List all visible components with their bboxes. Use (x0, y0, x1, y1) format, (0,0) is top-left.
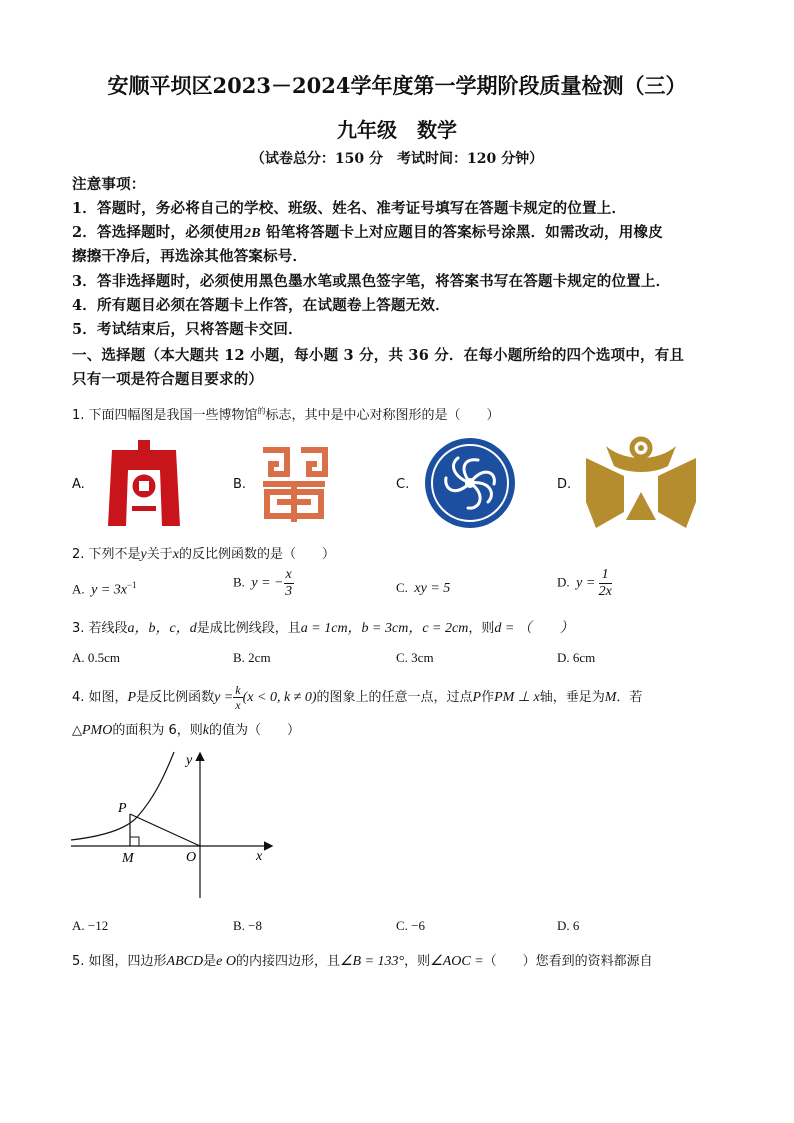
q4-stem-c: 的图象上的任意一点，过点 (316, 690, 473, 705)
q4-line2-b: 的面积为 6，则 (112, 723, 203, 738)
note-4: 4．所有题目必须在答题卡上作答，在试题卷上答题无效． (72, 297, 450, 314)
note-2-b: 铅笔将答题卡上对应题目的答案标号涂黑．如需改动，用橡皮 (260, 224, 663, 241)
q2-b-frac (284, 568, 294, 599)
q2-option-a (72, 580, 137, 598)
q3-option-b: B. 2cm (233, 650, 271, 665)
q2-d-den: 2x (598, 584, 612, 599)
notes-heading: 注意事项： (72, 176, 146, 193)
q1-stem (72, 404, 500, 423)
q5-stem-b: 是 (203, 954, 217, 969)
q4-P2: P (472, 690, 482, 705)
q2-label-c: C. (396, 580, 408, 595)
q2-label-a: A. (72, 581, 85, 597)
q4-stem-f: ．若 (616, 690, 643, 705)
q1-label-d: D. (557, 477, 572, 492)
q3-stem-a: 3. 若线段 (72, 621, 128, 636)
q5-stem-c: 的内接四边形，且 (235, 954, 340, 969)
q2-d-num: 1 (599, 568, 612, 584)
q2-d-frac (599, 568, 612, 599)
q4-tri: PMO (82, 723, 113, 738)
q3-option-c: C. 3cm (396, 650, 434, 665)
q3-cond: a = 1cm，b = 3cm，c = 2cm (300, 621, 469, 636)
q1-label-b: B. (233, 477, 247, 492)
q4-stem-a: 4. 如图， (72, 690, 128, 705)
section1-line2: 只有一项是符合题目要求的） (72, 371, 264, 388)
q3-tail: ，则 (468, 621, 495, 636)
note-5: 5．考试结束后，只将答题卡交回． (72, 321, 303, 338)
exam-title: 安顺平坝区2023－2024学年度第一学期阶段质量检测（三） (107, 73, 687, 98)
q2-label-b: B. (233, 574, 245, 590)
q3-option-d: D. 6cm (557, 650, 596, 665)
po-segment (130, 814, 200, 846)
q2-stem-b: 关于 (146, 547, 173, 562)
q2-c-expr: xy = 5 (414, 581, 451, 596)
q4-P: P (127, 690, 137, 705)
note-3: 3．答非选择题时，必须使用黑色墨水笔或黑色签字笔，将答案书写在答题卡规定的位置上． (72, 273, 671, 290)
q4-stem-d: 作 (481, 690, 495, 705)
q4-line2-c: 的值为（ ） (208, 723, 300, 738)
graph-label-x: x (256, 849, 263, 864)
q4-stem-b: 是反比例函数 (136, 690, 215, 705)
right-angle-mark (130, 837, 139, 846)
q2-stem (72, 543, 335, 563)
q4-func-num: k (235, 683, 241, 697)
graph-label-o: O (186, 850, 197, 865)
q4-tri-sym: △ (72, 723, 82, 738)
q2-stem-c: 的反比例函数的是（ ） (179, 547, 336, 562)
q3-ask: d = （ ） (494, 621, 574, 636)
q5-angle-aoc: ∠AOC = (430, 954, 484, 969)
graph-label-p: P (118, 801, 127, 816)
q1-label-c: C. (396, 477, 410, 492)
q5-stem-d: ，则 (404, 954, 431, 969)
q5-stem-e: （ ）您看到的资料都源自 (483, 954, 653, 969)
q4-option-c: C. −6 (396, 918, 426, 933)
q2-b-pre: y = − (251, 575, 284, 591)
note-2 (72, 221, 663, 242)
q4-k: k (202, 723, 209, 738)
q4-stem-line1 (72, 684, 642, 711)
q4-stem-e: 轴，垂足为 (539, 690, 605, 705)
q4-stem-line2 (72, 719, 300, 739)
q1-stem-b: 标志，其中是中心对称图形的是（ ） (265, 408, 500, 423)
q2-d-pre: y = (576, 575, 596, 591)
q4-perp: PM ⊥ x (494, 690, 540, 705)
q2-y: y (140, 547, 147, 562)
chinese-seal-logo-icon (257, 444, 331, 524)
q2-x: x (172, 547, 179, 562)
q2-a-expr: y = 3x (91, 582, 128, 598)
q2-option-d (557, 568, 612, 599)
q4-M: M (604, 690, 617, 705)
q4-option-a: A. −12 (72, 918, 109, 933)
q5-stem-a: 5. 如图，四边形 (72, 954, 167, 969)
q3-option-a: A. 0.5cm (72, 650, 121, 665)
note-2-a: 2．答选择题时，必须使用 (72, 224, 244, 241)
graph-label-m: M (122, 851, 134, 866)
q3-vars: a，b，c，d (127, 621, 197, 636)
q1-sup: 的 (257, 406, 266, 416)
q2-stem-a: 2. 下列不是 (72, 547, 141, 562)
q4-func-den: x (235, 698, 241, 712)
figure-shield-logo-icon (584, 432, 698, 530)
q4-func-frac (233, 684, 242, 711)
q4-option-d: D. 6 (557, 918, 580, 933)
q5-angle-b: ∠B = 133° (339, 954, 405, 969)
q1-stem-a: 1. 下面四幅图是我国一些博物馆 (72, 408, 258, 423)
q4-func-pre: y = (214, 690, 234, 705)
q2-b-den: 3 (285, 584, 293, 599)
q1-label-a: A. (72, 477, 85, 492)
swirl-disc-logo-icon (422, 436, 518, 530)
q4-option-b: B. −8 (233, 918, 263, 933)
q4-graph (66, 748, 286, 903)
note-2-cont: 擦擦干净后，再选涂其他答案标号． (72, 248, 308, 265)
q5-stem (72, 950, 653, 970)
q2-option-b (233, 568, 294, 599)
exam-info: （试卷总分：150 分 考试时间：120 分钟） (250, 151, 544, 167)
q5-quad: ABCD (166, 954, 204, 969)
q2-a-sup: −1 (127, 580, 137, 590)
section1-line1: 一、选择题（本大题共 12 小题，每小题 3 分，共 36 分．在每小题所给的四个选项中，有且 (72, 347, 685, 364)
q4-func-cond: (x < 0, k ≠ 0) (242, 690, 317, 705)
q5-circle: e O (216, 954, 236, 969)
note-2-pencil: 2B (244, 226, 261, 241)
q2-label-d: D. (557, 574, 570, 590)
bank-logo-icon (104, 440, 184, 528)
note-1: 1．答题时，务必将自己的学校、班级、姓名、准考证号填写在答题卡规定的位置上． (72, 200, 627, 217)
exam-subject: 九年级 数学 (337, 118, 457, 142)
graph-label-y: y (186, 753, 193, 768)
q2-b-num: x (285, 567, 292, 582)
q3-mid: 是成比例线段，且 (196, 621, 301, 636)
q2-option-c (396, 580, 450, 597)
q3-stem (72, 617, 574, 637)
